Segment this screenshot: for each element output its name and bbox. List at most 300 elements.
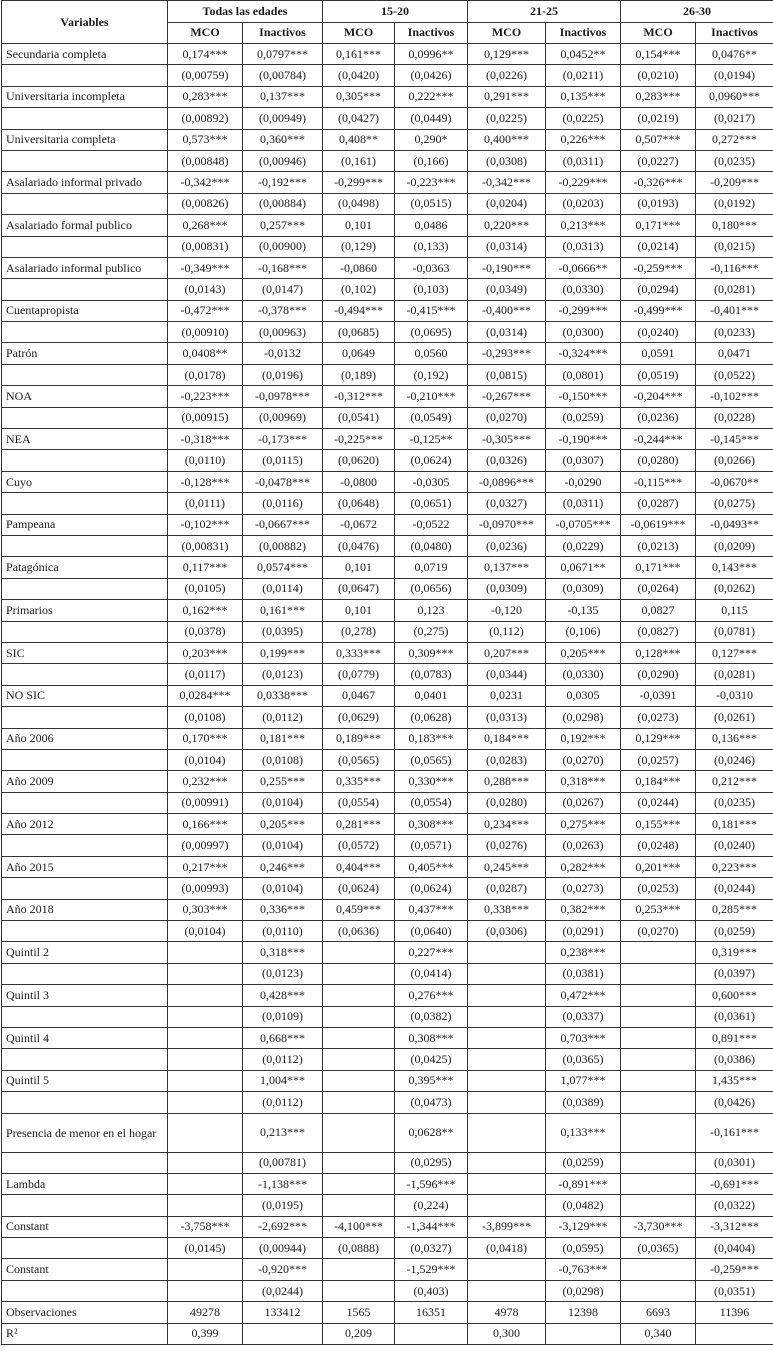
coefficient-cell: 0,330*** [395, 771, 468, 792]
standard-error-cell: (0,0620) [323, 450, 395, 471]
coefficient-cell: 0,0471 [696, 343, 773, 364]
coefficient-cell: 0,282*** [546, 856, 621, 877]
standard-error-cell: (0,0259) [696, 921, 773, 942]
standard-error-cell: (0,0257) [621, 749, 696, 770]
coefficient-row [2, 899, 773, 920]
variable-label: Asalariado informal publico [2, 257, 168, 278]
standard-error-row [2, 407, 773, 428]
coefficient-cell: 0,217*** [168, 856, 243, 877]
standard-error-cell [468, 963, 546, 984]
coefficient-cell: 0,283*** [168, 86, 243, 107]
standard-error-cell: (0,00831) [168, 236, 243, 257]
variable-label: NO SIC [2, 685, 168, 706]
coefficient-cell [168, 1070, 243, 1091]
standard-error-cell: (0,0114) [243, 578, 323, 599]
coefficient-cell: -0,0310 [696, 685, 773, 706]
standard-error-cell: (0,0209) [696, 535, 773, 556]
coefficient-cell: -0,415*** [395, 300, 468, 321]
standard-error-cell: (0,0112) [243, 1092, 323, 1113]
coefficient-cell: 0,573*** [168, 129, 243, 150]
coefficient-cell: -0,312*** [323, 386, 395, 407]
coefficient-cell: -0,0132 [243, 343, 323, 364]
standard-error-cell: (0,00882) [243, 535, 323, 556]
variable-label: Quintil 4 [2, 1027, 168, 1048]
empty-label-cell [2, 279, 168, 300]
standard-error-cell: (0,0565) [395, 749, 468, 770]
coefficient-cell: -0,0522 [395, 514, 468, 535]
coefficient-cell: 0,223*** [696, 856, 773, 877]
standard-error-cell: (0,0235) [696, 150, 773, 171]
standard-error-cell: (0,0210) [621, 65, 696, 86]
standard-error-cell: (0,0244) [621, 792, 696, 813]
standard-error-cell: (0,0327) [468, 493, 546, 514]
variable-label: Quintil 3 [2, 985, 168, 1006]
standard-error-cell: (0,00900) [243, 236, 323, 257]
standard-error-cell: (0,0111) [168, 493, 243, 514]
coefficient-cell: -0,150*** [546, 386, 621, 407]
standard-error-cell: (0,0213) [621, 535, 696, 556]
coefficient-cell: -0,378*** [243, 300, 323, 321]
standard-error-cell: (0,0330) [546, 279, 621, 300]
coefficient-cell: -0,115*** [621, 471, 696, 492]
coefficient-row [2, 1113, 773, 1152]
variable-label: Universitaria completa [2, 129, 168, 150]
standard-error-cell: (0,00784) [243, 65, 323, 86]
standard-error-cell: (0,0322) [696, 1195, 773, 1216]
coefficient-cell: 0,335*** [323, 771, 395, 792]
standard-error-cell: (0,0783) [395, 664, 468, 685]
variable-label: Cuentapropista [2, 300, 168, 321]
coefficient-cell: -0,229*** [546, 172, 621, 193]
standard-error-row [2, 150, 773, 171]
coefficient-cell: -0,891*** [546, 1173, 621, 1194]
coefficient-cell [621, 985, 696, 1006]
variable-label: Año 2012 [2, 814, 168, 835]
standard-error-cell: (0,103) [395, 279, 468, 300]
standard-error-row [2, 65, 773, 86]
standard-error-cell: (0,0648) [323, 493, 395, 514]
coefficient-row [2, 1070, 773, 1091]
standard-error-cell: (0,0270) [621, 921, 696, 942]
coefficient-cell: -1,529*** [395, 1259, 468, 1280]
standard-error-cell: (0,0571) [395, 835, 468, 856]
standard-error-cell: (0,0280) [468, 792, 546, 813]
coefficient-cell [468, 942, 546, 963]
coefficient-cell: -3,730*** [621, 1216, 696, 1237]
coefficient-cell: 0,129*** [621, 728, 696, 749]
standard-error-cell [621, 963, 696, 984]
coefficient-cell: 0,0719 [395, 557, 468, 578]
standard-error-cell: (0,112) [468, 621, 546, 642]
standard-error-cell: (0,0307) [546, 450, 621, 471]
standard-error-cell: (0,133) [395, 236, 468, 257]
coefficient-cell: 0,238*** [546, 942, 621, 963]
standard-error-row [2, 1195, 773, 1216]
standard-error-row [2, 707, 773, 728]
subcolumn-header: Inactivos [243, 22, 323, 44]
coefficient-cell [468, 1113, 546, 1152]
variable-label: Presencia de menor en el hogar [2, 1113, 168, 1152]
coefficient-cell: 0,207*** [468, 642, 546, 663]
standard-error-cell [468, 1049, 546, 1070]
empty-label-cell [2, 1195, 168, 1216]
coefficient-cell: -0,305*** [468, 429, 546, 450]
standard-error-row [2, 835, 773, 856]
standard-error-cell: (0,0194) [696, 65, 773, 86]
standard-error-cell [323, 963, 395, 984]
standard-error-cell: (0,0217) [696, 108, 773, 129]
standard-error-cell: (0,0281) [696, 664, 773, 685]
footer-value [696, 1323, 773, 1344]
coefficient-cell [621, 1070, 696, 1091]
coefficient-cell: -0,125** [395, 429, 468, 450]
coefficient-cell: 0,668*** [243, 1027, 323, 1048]
coefficient-cell: 0,181*** [696, 814, 773, 835]
coefficient-cell: 0,0486 [395, 215, 468, 236]
standard-error-cell: (0,0193) [621, 193, 696, 214]
coefficient-cell: 0,205*** [546, 642, 621, 663]
coefficient-cell [168, 1173, 243, 1194]
variable-label: Año 2015 [2, 856, 168, 877]
coefficient-cell: 0,161*** [243, 600, 323, 621]
standard-error-cell: (0,0365) [546, 1049, 621, 1070]
empty-label-cell [2, 108, 168, 129]
coefficient-cell: 0,220*** [468, 215, 546, 236]
coefficient-cell: 0,303*** [168, 899, 243, 920]
standard-error-cell: (0,0143) [168, 279, 243, 300]
standard-error-row [2, 279, 773, 300]
table-body [2, 44, 773, 1345]
standard-error-cell: (0,0426) [696, 1092, 773, 1113]
standard-error-cell [468, 1195, 546, 1216]
group-header: Todas las edades [168, 1, 323, 23]
standard-error-cell: (0,0337) [546, 1006, 621, 1027]
coefficient-cell: -3,129*** [546, 1216, 621, 1237]
coefficient-cell: 0,129*** [468, 44, 546, 65]
standard-error-cell: (0,224) [395, 1195, 468, 1216]
standard-error-cell: (0,0295) [395, 1152, 468, 1173]
coefficient-row [2, 771, 773, 792]
coefficient-cell: 0,136*** [696, 728, 773, 749]
footer-value: 4978 [468, 1302, 546, 1323]
standard-error-cell: (0,0104) [168, 749, 243, 770]
standard-error-row [2, 921, 773, 942]
standard-error-cell: (0,00910) [168, 322, 243, 343]
coefficient-cell: 0,0452** [546, 44, 621, 65]
coefficient-cell: 0,0827 [621, 600, 696, 621]
standard-error-row [2, 108, 773, 129]
empty-label-cell [2, 621, 168, 642]
standard-error-cell: (0,00884) [243, 193, 323, 214]
standard-error-cell: (0,0263) [546, 835, 621, 856]
standard-error-row [2, 621, 773, 642]
coefficient-cell: -4,100*** [323, 1216, 395, 1237]
coefficient-cell: -0,0666** [546, 257, 621, 278]
empty-label-cell [2, 749, 168, 770]
coefficient-cell: -0,0667*** [243, 514, 323, 535]
coefficient-cell: -0,400*** [468, 300, 546, 321]
standard-error-cell: (0,0629) [323, 707, 395, 728]
coefficient-cell: 0,101 [323, 600, 395, 621]
standard-error-cell: (0,0104) [243, 835, 323, 856]
standard-error-cell [323, 1280, 395, 1301]
empty-label-cell [2, 1152, 168, 1173]
standard-error-row [2, 1280, 773, 1301]
footer-value: 11396 [696, 1302, 773, 1323]
coefficient-cell: -0,401*** [696, 300, 773, 321]
coefficient-cell: 0,128*** [621, 642, 696, 663]
standard-error-cell: (0,0105) [168, 578, 243, 599]
standard-error-cell: (0,0104) [243, 878, 323, 899]
standard-error-cell: (0,0427) [323, 108, 395, 129]
coefficient-row [2, 215, 773, 236]
standard-error-cell: (0,0624) [323, 878, 395, 899]
standard-error-cell: (0,0313) [468, 707, 546, 728]
standard-error-cell: (0,0888) [323, 1238, 395, 1259]
coefficient-row [2, 514, 773, 535]
standard-error-cell: (0,0115) [243, 450, 323, 471]
coefficient-row [2, 386, 773, 407]
footer-value [243, 1323, 323, 1344]
variable-label: Secundaria completa [2, 44, 168, 65]
coefficient-row [2, 172, 773, 193]
standard-error-cell: (0,0262) [696, 578, 773, 599]
coefficient-cell [323, 1070, 395, 1091]
standard-error-cell: (0,0801) [546, 364, 621, 385]
coefficient-cell: -0,259*** [696, 1259, 773, 1280]
coefficient-cell: 0,222*** [395, 86, 468, 107]
footer-row [2, 1302, 773, 1323]
standard-error-cell: (0,00781) [243, 1152, 323, 1173]
coefficient-row [2, 86, 773, 107]
standard-error-cell: (0,0300) [546, 322, 621, 343]
standard-error-cell: (0,0549) [395, 407, 468, 428]
coefficient-cell: 0,212*** [696, 771, 773, 792]
standard-error-cell: (0,00826) [168, 193, 243, 214]
footer-value: 16351 [395, 1302, 468, 1323]
coefficient-cell: -0,0493** [696, 514, 773, 535]
standard-error-row [2, 1152, 773, 1173]
footer-label: R² [2, 1323, 168, 1344]
footer-value: 49278 [168, 1302, 243, 1323]
coefficient-cell: 0,180*** [696, 215, 773, 236]
coefficient-cell: 0,283*** [621, 86, 696, 107]
standard-error-row [2, 1238, 773, 1259]
standard-error-cell: (0,0290) [621, 664, 696, 685]
variable-label: Lambda [2, 1173, 168, 1194]
coefficient-cell: 0,232*** [168, 771, 243, 792]
coefficient-cell: 0,133*** [546, 1113, 621, 1152]
standard-error-cell [621, 1049, 696, 1070]
coefficient-cell: -0,349*** [168, 257, 243, 278]
standard-error-cell: (0,00946) [243, 150, 323, 171]
coefficient-row [2, 557, 773, 578]
standard-error-cell: (0,0420) [323, 65, 395, 86]
standard-error-cell: (0,00892) [168, 108, 243, 129]
empty-label-cell [2, 407, 168, 428]
coefficient-cell: -0,318*** [168, 429, 243, 450]
standard-error-cell [621, 1195, 696, 1216]
coefficient-cell: 0,199*** [243, 642, 323, 663]
standard-error-cell: (0,0827) [621, 621, 696, 642]
standard-error-cell: (0,0287) [468, 878, 546, 899]
coefficient-cell: 0,0560 [395, 343, 468, 364]
standard-error-cell [168, 1049, 243, 1070]
coefficient-cell [323, 1113, 395, 1152]
coefficient-cell [468, 1259, 546, 1280]
standard-error-cell: (0,0233) [696, 322, 773, 343]
coefficient-cell: -0,102*** [168, 514, 243, 535]
standard-error-cell: (0,0261) [696, 707, 773, 728]
empty-label-cell [2, 792, 168, 813]
standard-error-cell: (0,0229) [546, 535, 621, 556]
coefficient-row [2, 129, 773, 150]
standard-error-cell: (0,0426) [395, 65, 468, 86]
empty-label-cell [2, 963, 168, 984]
coefficient-cell: 0,213*** [243, 1113, 323, 1152]
coefficient-cell [168, 1027, 243, 1048]
standard-error-cell: (0,0482) [546, 1195, 621, 1216]
standard-error-cell [621, 1152, 696, 1173]
coefficient-cell: 0,400*** [468, 129, 546, 150]
coefficient-cell: 0,174*** [168, 44, 243, 65]
footer-row [2, 1323, 773, 1344]
empty-label-cell [2, 664, 168, 685]
coefficient-row [2, 814, 773, 835]
standard-error-cell: (0,0378) [168, 621, 243, 642]
standard-error-cell: (0,0280) [621, 450, 696, 471]
standard-error-cell: (0,0211) [546, 65, 621, 86]
standard-error-cell: (0,0656) [395, 578, 468, 599]
standard-error-cell: (0,0326) [468, 450, 546, 471]
standard-error-cell: (0,0240) [621, 322, 696, 343]
coefficient-cell: 0,181*** [243, 728, 323, 749]
standard-error-cell [168, 963, 243, 984]
coefficient-cell: -0,342*** [468, 172, 546, 193]
coefficient-cell: -2,692*** [243, 1216, 323, 1237]
subcolumn-header: MCO [168, 22, 243, 44]
standard-error-row [2, 322, 773, 343]
standard-error-cell: (0,0473) [395, 1092, 468, 1113]
coefficient-cell: 0,395*** [395, 1070, 468, 1091]
coefficient-cell [323, 1173, 395, 1194]
coefficient-row [2, 985, 773, 1006]
coefficient-cell: 0,318*** [546, 771, 621, 792]
footer-value: 0,300 [468, 1323, 546, 1344]
variable-label: Pampeana [2, 514, 168, 535]
coefficient-cell: 0,288*** [468, 771, 546, 792]
standard-error-row [2, 878, 773, 899]
coefficient-cell: -0,499*** [621, 300, 696, 321]
coefficient-cell: 0,405*** [395, 856, 468, 877]
standard-error-cell: (0,0685) [323, 322, 395, 343]
standard-error-cell: (0,0349) [468, 279, 546, 300]
coefficient-cell: 0,245*** [468, 856, 546, 877]
coefficient-cell: -0,168*** [243, 257, 323, 278]
standard-error-cell [168, 1152, 243, 1173]
standard-error-cell: (0,0112) [243, 707, 323, 728]
coefficient-cell: -0,0978*** [243, 386, 323, 407]
standard-error-cell: (0,0309) [546, 578, 621, 599]
coefficient-cell: 0,472*** [546, 985, 621, 1006]
standard-error-cell: (0,0145) [168, 1238, 243, 1259]
standard-error-cell: (0,0214) [621, 236, 696, 257]
coefficient-cell: 0,201*** [621, 856, 696, 877]
coefficient-cell: -0,102*** [696, 386, 773, 407]
standard-error-cell: (0,106) [546, 621, 621, 642]
standard-error-cell: (0,0240) [696, 835, 773, 856]
footer-value: 12398 [546, 1302, 621, 1323]
coefficient-cell: -0,342*** [168, 172, 243, 193]
empty-label-cell [2, 1006, 168, 1027]
coefficient-cell: 0,0797*** [243, 44, 323, 65]
coefficient-cell [323, 942, 395, 963]
coefficient-cell: -0,190*** [546, 429, 621, 450]
standard-error-cell: (0,0624) [395, 450, 468, 471]
standard-error-cell: (0,0225) [546, 108, 621, 129]
variable-label: NOA [2, 386, 168, 407]
coefficient-cell: 0,0284*** [168, 685, 243, 706]
standard-error-row [2, 1092, 773, 1113]
empty-label-cell [2, 707, 168, 728]
standard-error-cell: (0,0640) [395, 921, 468, 942]
coefficient-row [2, 856, 773, 877]
coefficient-cell: 0,127*** [696, 642, 773, 663]
coefficient-cell: 0,281*** [323, 814, 395, 835]
coefficient-cell: -0,190*** [468, 257, 546, 278]
standard-error-cell: (0,0253) [621, 878, 696, 899]
standard-error-row [2, 493, 773, 514]
coefficient-cell: 0,166*** [168, 814, 243, 835]
coefficient-cell: -0,326*** [621, 172, 696, 193]
coefficient-cell: 0,308*** [395, 814, 468, 835]
coefficient-cell: 0,404*** [323, 856, 395, 877]
standard-error-cell: (0,0228) [696, 407, 773, 428]
coefficient-cell: 0,0996** [395, 44, 468, 65]
standard-error-cell: (0,0309) [468, 578, 546, 599]
standard-error-cell: (0,0414) [395, 963, 468, 984]
coefficient-cell: 0,0338*** [243, 685, 323, 706]
coefficient-cell: 0,189*** [323, 728, 395, 749]
coefficient-cell [468, 985, 546, 1006]
variable-label: Cuyo [2, 471, 168, 492]
coefficient-cell: 0,137*** [243, 86, 323, 107]
coefficient-cell: 0,290* [395, 129, 468, 150]
coefficient-cell: 0,184*** [468, 728, 546, 749]
standard-error-cell: (0,0196) [243, 364, 323, 385]
coefficient-cell: -0,0705*** [546, 514, 621, 535]
coefficient-cell: 0,255*** [243, 771, 323, 792]
standard-error-cell [468, 1092, 546, 1113]
standard-error-cell: (0,0246) [696, 749, 773, 770]
coefficient-row [2, 1259, 773, 1280]
standard-error-cell: (0,0291) [546, 921, 621, 942]
coefficient-cell: 0,276*** [395, 985, 468, 1006]
standard-error-cell: (0,0215) [696, 236, 773, 257]
standard-error-row [2, 749, 773, 770]
coefficient-cell: 0,338*** [468, 899, 546, 920]
standard-error-cell: (0,0259) [546, 1152, 621, 1173]
coefficient-row [2, 257, 773, 278]
standard-error-row [2, 450, 773, 471]
group-header: 15-20 [323, 1, 468, 23]
standard-error-cell: (0,0498) [323, 193, 395, 214]
standard-error-cell: (0,00915) [168, 407, 243, 428]
standard-error-cell: (0,189) [323, 364, 395, 385]
coefficient-cell: -0,223*** [395, 172, 468, 193]
standard-error-row [2, 535, 773, 556]
coefficient-cell: -0,161*** [696, 1113, 773, 1152]
